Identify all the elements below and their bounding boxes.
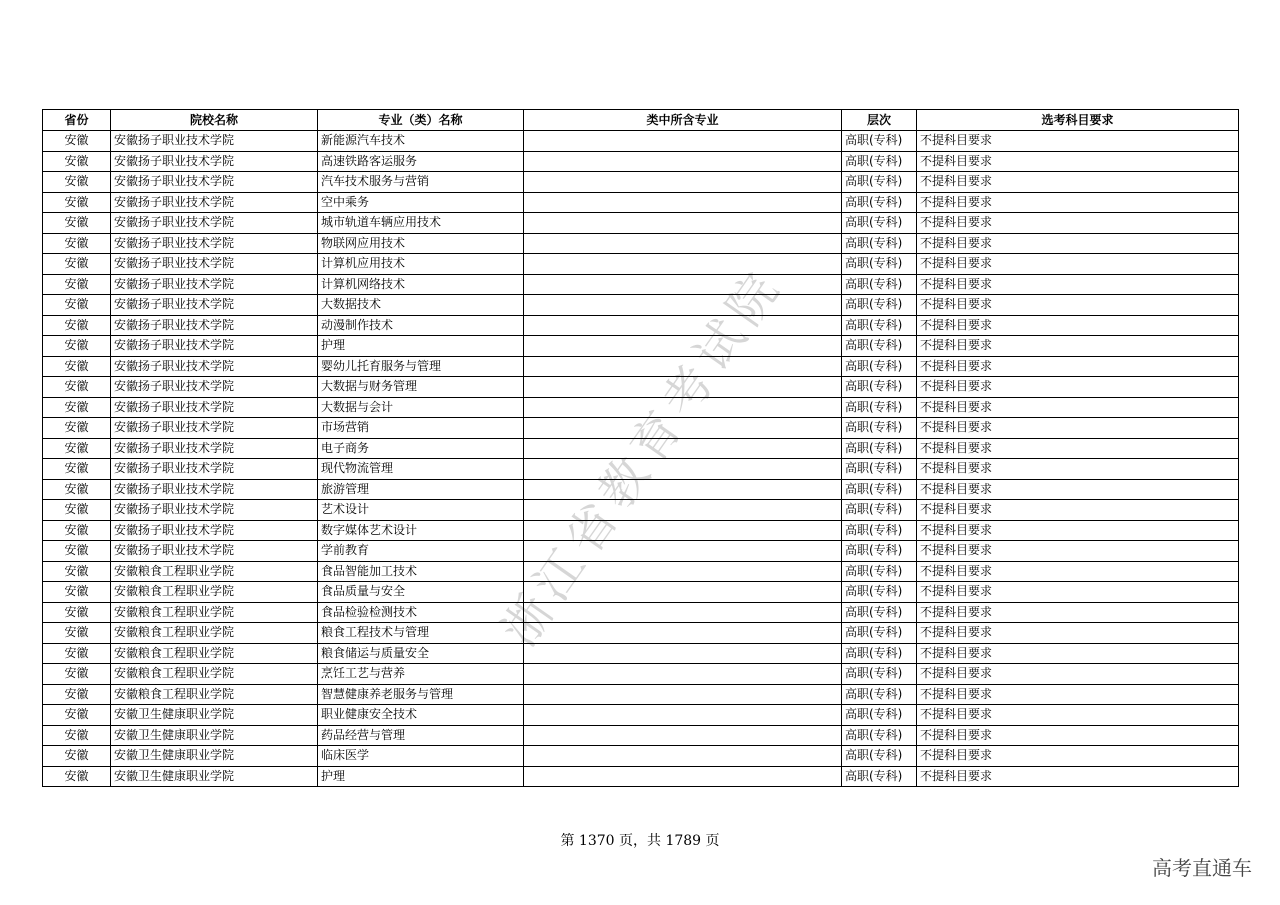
cell-subject-requirement: 不提科目要求 — [917, 254, 1239, 275]
cell-province: 安徽 — [43, 602, 111, 623]
table-row — [43, 438, 1239, 459]
cell-school-name: 安徽扬子职业技术学院 — [111, 418, 318, 439]
table-body — [43, 131, 1239, 787]
table-row — [43, 192, 1239, 213]
cell-level: 高职(专科) — [842, 438, 917, 459]
cell-school-name: 安徽扬子职业技术学院 — [111, 397, 318, 418]
cell-level: 高职(专科) — [842, 397, 917, 418]
table-row — [43, 315, 1239, 336]
cell-level: 高职(专科) — [842, 131, 917, 152]
cell-subject-requirement: 不提科目要求 — [917, 459, 1239, 480]
cell-level: 高职(专科) — [842, 254, 917, 275]
cell-major-name: 市场营销 — [318, 418, 524, 439]
table-row — [43, 561, 1239, 582]
cell-included-majors — [524, 500, 842, 521]
table-header-row — [43, 110, 1239, 131]
cell-province: 安徽 — [43, 541, 111, 562]
cell-major-name: 数字媒体艺术设计 — [318, 520, 524, 541]
cell-major-name: 大数据技术 — [318, 295, 524, 316]
cell-included-majors — [524, 131, 842, 152]
cell-major-name: 食品质量与安全 — [318, 582, 524, 603]
cell-major-name: 大数据与会计 — [318, 397, 524, 418]
cell-included-majors — [524, 397, 842, 418]
cell-province: 安徽 — [43, 172, 111, 193]
cell-level: 高职(专科) — [842, 151, 917, 172]
table-row — [43, 213, 1239, 234]
cell-level: 高职(专科) — [842, 705, 917, 726]
cell-included-majors — [524, 746, 842, 767]
table-row — [43, 684, 1239, 705]
cell-major-name: 药品经营与管理 — [318, 725, 524, 746]
cell-level: 高职(专科) — [842, 336, 917, 357]
cell-province: 安徽 — [43, 664, 111, 685]
cell-school-name: 安徽扬子职业技术学院 — [111, 213, 318, 234]
cell-major-name: 现代物流管理 — [318, 459, 524, 480]
cell-major-name: 食品智能加工技术 — [318, 561, 524, 582]
cell-province: 安徽 — [43, 295, 111, 316]
cell-major-name: 大数据与财务管理 — [318, 377, 524, 398]
cell-included-majors — [524, 295, 842, 316]
cell-major-name: 烹饪工艺与营养 — [318, 664, 524, 685]
cell-level: 高职(专科) — [842, 541, 917, 562]
cell-level: 高职(专科) — [842, 418, 917, 439]
cell-province: 安徽 — [43, 233, 111, 254]
cell-province: 安徽 — [43, 315, 111, 336]
cell-school-name: 安徽粮食工程职业学院 — [111, 664, 318, 685]
cell-province: 安徽 — [43, 643, 111, 664]
cell-school-name: 安徽扬子职业技术学院 — [111, 336, 318, 357]
cell-subject-requirement: 不提科目要求 — [917, 418, 1239, 439]
cell-subject-requirement: 不提科目要求 — [917, 746, 1239, 767]
cell-school-name: 安徽卫生健康职业学院 — [111, 725, 318, 746]
cell-school-name: 安徽粮食工程职业学院 — [111, 561, 318, 582]
cell-province: 安徽 — [43, 192, 111, 213]
cell-included-majors — [524, 377, 842, 398]
table-row — [43, 520, 1239, 541]
table-row — [43, 602, 1239, 623]
cell-level: 高职(专科) — [842, 643, 917, 664]
cell-major-name: 食品检验检测技术 — [318, 602, 524, 623]
cell-school-name: 安徽扬子职业技术学院 — [111, 479, 318, 500]
cell-province: 安徽 — [43, 377, 111, 398]
cell-subject-requirement: 不提科目要求 — [917, 295, 1239, 316]
cell-school-name: 安徽扬子职业技术学院 — [111, 295, 318, 316]
cell-province: 安徽 — [43, 746, 111, 767]
cell-major-name: 空中乘务 — [318, 192, 524, 213]
cell-subject-requirement: 不提科目要求 — [917, 336, 1239, 357]
cell-subject-requirement: 不提科目要求 — [917, 623, 1239, 644]
cell-subject-requirement: 不提科目要求 — [917, 315, 1239, 336]
cell-province: 安徽 — [43, 479, 111, 500]
cell-school-name: 安徽粮食工程职业学院 — [111, 643, 318, 664]
cell-included-majors — [524, 418, 842, 439]
page-number-footer: 第 1370 页，共 1789 页 — [560, 833, 720, 849]
cell-subject-requirement: 不提科目要求 — [917, 397, 1239, 418]
table-row — [43, 131, 1239, 152]
cell-major-name: 计算机应用技术 — [318, 254, 524, 275]
cell-subject-requirement: 不提科目要求 — [917, 500, 1239, 521]
cell-major-name: 高速铁路客运服务 — [318, 151, 524, 172]
table-row — [43, 295, 1239, 316]
table-row — [43, 356, 1239, 377]
cell-subject-requirement: 不提科目要求 — [917, 213, 1239, 234]
cell-included-majors — [524, 459, 842, 480]
cell-major-name: 城市轨道车辆应用技术 — [318, 213, 524, 234]
watermark: 浙江省教育考试院 — [491, 257, 795, 657]
cell-province: 安徽 — [43, 397, 111, 418]
cell-school-name: 安徽粮食工程职业学院 — [111, 602, 318, 623]
cell-included-majors — [524, 561, 842, 582]
cell-subject-requirement: 不提科目要求 — [917, 705, 1239, 726]
cell-subject-requirement: 不提科目要求 — [917, 643, 1239, 664]
cell-subject-requirement: 不提科目要求 — [917, 356, 1239, 377]
cell-province: 安徽 — [43, 561, 111, 582]
cell-school-name: 安徽扬子职业技术学院 — [111, 520, 318, 541]
cell-included-majors — [524, 336, 842, 357]
cell-school-name: 安徽扬子职业技术学院 — [111, 459, 318, 480]
cell-included-majors — [524, 213, 842, 234]
cell-school-name: 安徽扬子职业技术学院 — [111, 377, 318, 398]
cell-major-name: 护理 — [318, 766, 524, 787]
cell-subject-requirement: 不提科目要求 — [917, 541, 1239, 562]
cell-included-majors — [524, 582, 842, 603]
cell-included-majors — [524, 479, 842, 500]
cell-major-name: 艺术设计 — [318, 500, 524, 521]
cell-school-name: 安徽卫生健康职业学院 — [111, 746, 318, 767]
cell-major-name: 电子商务 — [318, 438, 524, 459]
cell-province: 安徽 — [43, 705, 111, 726]
table-row — [43, 151, 1239, 172]
cell-included-majors — [524, 705, 842, 726]
cell-major-name: 粮食工程技术与管理 — [318, 623, 524, 644]
cell-level: 高职(专科) — [842, 172, 917, 193]
cell-school-name: 安徽粮食工程职业学院 — [111, 684, 318, 705]
cell-school-name: 安徽扬子职业技术学院 — [111, 500, 318, 521]
cell-school-name: 安徽粮食工程职业学院 — [111, 623, 318, 644]
table-row — [43, 582, 1239, 603]
cell-included-majors — [524, 520, 842, 541]
cell-included-majors — [524, 602, 842, 623]
cell-included-majors — [524, 541, 842, 562]
header-province: 省份 — [43, 110, 111, 131]
cell-province: 安徽 — [43, 623, 111, 644]
cell-included-majors — [524, 356, 842, 377]
cell-included-majors — [524, 192, 842, 213]
cell-major-name: 职业健康安全技术 — [318, 705, 524, 726]
cell-level: 高职(专科) — [842, 274, 917, 295]
cell-included-majors — [524, 274, 842, 295]
table-row — [43, 664, 1239, 685]
cell-subject-requirement: 不提科目要求 — [917, 192, 1239, 213]
cell-school-name: 安徽卫生健康职业学院 — [111, 766, 318, 787]
table-row — [43, 274, 1239, 295]
table-row — [43, 705, 1239, 726]
cell-school-name: 安徽扬子职业技术学院 — [111, 356, 318, 377]
table-row — [43, 254, 1239, 275]
table-row — [43, 766, 1239, 787]
cell-level: 高职(专科) — [842, 520, 917, 541]
table-row — [43, 500, 1239, 521]
table-row — [43, 643, 1239, 664]
cell-major-name: 动漫制作技术 — [318, 315, 524, 336]
cell-included-majors — [524, 172, 842, 193]
cell-major-name: 护理 — [318, 336, 524, 357]
cell-subject-requirement: 不提科目要求 — [917, 131, 1239, 152]
cell-level: 高职(专科) — [842, 295, 917, 316]
table-row — [43, 233, 1239, 254]
cell-level: 高职(专科) — [842, 377, 917, 398]
cell-included-majors — [524, 438, 842, 459]
cell-province: 安徽 — [43, 766, 111, 787]
table-row — [43, 459, 1239, 480]
cell-school-name: 安徽扬子职业技术学院 — [111, 315, 318, 336]
cell-major-name: 汽车技术服务与营销 — [318, 172, 524, 193]
cell-province: 安徽 — [43, 684, 111, 705]
cell-province: 安徽 — [43, 356, 111, 377]
cell-subject-requirement: 不提科目要求 — [917, 725, 1239, 746]
cell-subject-requirement: 不提科目要求 — [917, 684, 1239, 705]
cell-level: 高职(专科) — [842, 602, 917, 623]
cell-included-majors — [524, 151, 842, 172]
cell-subject-requirement: 不提科目要求 — [917, 274, 1239, 295]
cell-included-majors — [524, 623, 842, 644]
cell-included-majors — [524, 766, 842, 787]
cell-province: 安徽 — [43, 336, 111, 357]
cell-level: 高职(专科) — [842, 356, 917, 377]
cell-level: 高职(专科) — [842, 766, 917, 787]
major-requirements-table-container — [42, 109, 1238, 787]
cell-major-name: 旅游管理 — [318, 479, 524, 500]
cell-subject-requirement: 不提科目要求 — [917, 438, 1239, 459]
cell-subject-requirement: 不提科目要求 — [917, 520, 1239, 541]
cell-level: 高职(专科) — [842, 746, 917, 767]
cell-major-name: 物联网应用技术 — [318, 233, 524, 254]
table-row — [43, 397, 1239, 418]
cell-subject-requirement: 不提科目要求 — [917, 233, 1239, 254]
cell-province: 安徽 — [43, 151, 111, 172]
cell-province: 安徽 — [43, 213, 111, 234]
cell-major-name: 临床医学 — [318, 746, 524, 767]
table-row — [43, 479, 1239, 500]
cell-level: 高职(专科) — [842, 561, 917, 582]
cell-school-name: 安徽扬子职业技术学院 — [111, 192, 318, 213]
cell-school-name: 安徽扬子职业技术学院 — [111, 233, 318, 254]
cell-level: 高职(专科) — [842, 213, 917, 234]
cell-major-name: 计算机网络技术 — [318, 274, 524, 295]
cell-school-name: 安徽扬子职业技术学院 — [111, 274, 318, 295]
cell-school-name: 安徽粮食工程职业学院 — [111, 582, 318, 603]
table-row — [43, 623, 1239, 644]
cell-province: 安徽 — [43, 459, 111, 480]
table-row — [43, 172, 1239, 193]
cell-major-name: 婴幼儿托育服务与管理 — [318, 356, 524, 377]
cell-subject-requirement: 不提科目要求 — [917, 561, 1239, 582]
cell-school-name: 安徽扬子职业技术学院 — [111, 254, 318, 275]
cell-province: 安徽 — [43, 274, 111, 295]
cell-level: 高职(专科) — [842, 459, 917, 480]
cell-province: 安徽 — [43, 438, 111, 459]
cell-school-name: 安徽扬子职业技术学院 — [111, 131, 318, 152]
table-row — [43, 746, 1239, 767]
cell-subject-requirement: 不提科目要求 — [917, 377, 1239, 398]
cell-school-name: 安徽扬子职业技术学院 — [111, 172, 318, 193]
cell-included-majors — [524, 725, 842, 746]
cell-subject-requirement: 不提科目要求 — [917, 766, 1239, 787]
cell-school-name: 安徽扬子职业技术学院 — [111, 151, 318, 172]
table-row — [43, 377, 1239, 398]
cell-level: 高职(专科) — [842, 500, 917, 521]
cell-province: 安徽 — [43, 520, 111, 541]
cell-included-majors — [524, 643, 842, 664]
cell-province: 安徽 — [43, 582, 111, 603]
cell-major-name: 智慧健康养老服务与管理 — [318, 684, 524, 705]
cell-included-majors — [524, 684, 842, 705]
header-included-majors: 类中所含专业 — [524, 110, 842, 131]
cell-province: 安徽 — [43, 500, 111, 521]
cell-included-majors — [524, 664, 842, 685]
cell-province: 安徽 — [43, 725, 111, 746]
cell-level: 高职(专科) — [842, 192, 917, 213]
cell-level: 高职(专科) — [842, 664, 917, 685]
major-requirements-table — [42, 109, 1239, 787]
cell-province: 安徽 — [43, 418, 111, 439]
header-major-name: 专业（类）名称 — [318, 110, 524, 131]
cell-level: 高职(专科) — [842, 725, 917, 746]
table-row — [43, 541, 1239, 562]
brand-logo-text: 高考直通车 — [1152, 856, 1252, 880]
cell-major-name: 粮食储运与质量安全 — [318, 643, 524, 664]
cell-province: 安徽 — [43, 131, 111, 152]
cell-school-name: 安徽扬子职业技术学院 — [111, 438, 318, 459]
header-subject-requirement: 选考科目要求 — [917, 110, 1239, 131]
header-school-name: 院校名称 — [111, 110, 318, 131]
cell-subject-requirement: 不提科目要求 — [917, 151, 1239, 172]
cell-level: 高职(专科) — [842, 623, 917, 644]
cell-level: 高职(专科) — [842, 684, 917, 705]
cell-included-majors — [524, 254, 842, 275]
cell-subject-requirement: 不提科目要求 — [917, 479, 1239, 500]
cell-level: 高职(专科) — [842, 233, 917, 254]
cell-subject-requirement: 不提科目要求 — [917, 172, 1239, 193]
cell-level: 高职(专科) — [842, 315, 917, 336]
cell-subject-requirement: 不提科目要求 — [917, 602, 1239, 623]
cell-included-majors — [524, 233, 842, 254]
cell-subject-requirement: 不提科目要求 — [917, 664, 1239, 685]
cell-school-name: 安徽扬子职业技术学院 — [111, 541, 318, 562]
table-row — [43, 725, 1239, 746]
cell-major-name: 新能源汽车技术 — [318, 131, 524, 152]
cell-level: 高职(专科) — [842, 479, 917, 500]
header-level: 层次 — [842, 110, 917, 131]
table-row — [43, 418, 1239, 439]
cell-level: 高职(专科) — [842, 582, 917, 603]
cell-province: 安徽 — [43, 254, 111, 275]
table-row — [43, 336, 1239, 357]
cell-subject-requirement: 不提科目要求 — [917, 582, 1239, 603]
cell-included-majors — [524, 315, 842, 336]
cell-major-name: 学前教育 — [318, 541, 524, 562]
cell-school-name: 安徽卫生健康职业学院 — [111, 705, 318, 726]
